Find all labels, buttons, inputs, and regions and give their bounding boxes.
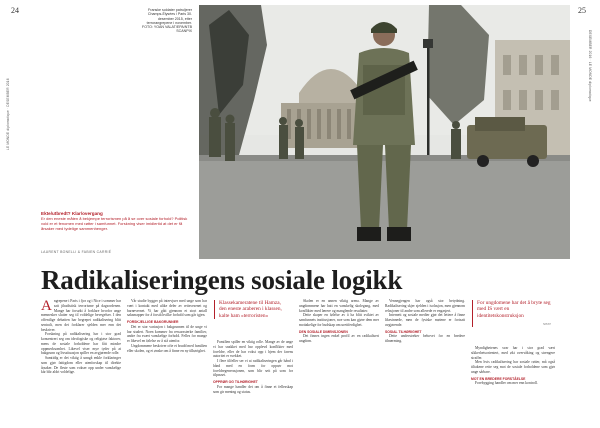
subheading: SOSIAL TILHØRIGHET (385, 329, 422, 334)
pull-quote-text: Klassekameratene til Hamza, den eneste araberen i klassen, kalte ham «terroristen» (219, 300, 282, 319)
right-running-side: DESEMBER 2016 · LE MONDE diplomatique (588, 30, 592, 102)
article-headline: Radikaliseringens sosiale logikk (41, 265, 403, 295)
column-5 (385, 299, 465, 344)
lead-text: ngrepene i Paris i fjor og i Nice i sommer har satt jihadistisk terrorisme på dagsordenen. Mange har forsøkt å forklare hvorfor unge mennesker slutter seg til voldelige bevegelser. I den offentlige debatten har begrepet radikalisering blitt sentralt, men det forklarer sjelden mer enn det beskriver. (41, 299, 121, 332)
paragraph: Skolen er en annen viktig arena. Mange av ungdommene har hatt en vanskelig skolegang, med konflikter med lærere og manglende resultater. (299, 299, 379, 313)
paragraph: Dette skaper en følelse av å ha blitt sviktet av samfunnets institusjoner, noe som kan gjøre dem mer mottakelige for budskap om urettferdighet. (299, 313, 379, 327)
paragraph: Familien spiller en viktig rolle. Mange av de unge vi har snakket med har opplevd konflikter med foreldre, eller de har vokst opp i hjem der farens autoritet er svekket. (213, 340, 293, 359)
drop-cap: A (41, 298, 52, 314)
soldier-photo (199, 5, 570, 259)
column-3 (213, 340, 293, 394)
subheading: OPPRØR OG TILHØRIGHET (213, 380, 258, 384)
paragraph: Forebygging handler om mer enn kontroll. (475, 381, 538, 386)
paragraph: Men hvis radikalisering har sosiale røtter, må også tiltakene rette seg mot de sosiale forholdene som gjør unge sårbare. (471, 360, 555, 374)
paragraph: Dette understreker behovet for en bredere tilnærming. (385, 334, 465, 343)
subheading: MOT EN BREDERE FORSTÅELSE (471, 376, 526, 381)
pull-quote-attribution: SITAT (542, 321, 551, 326)
photo-caption: Franske soldater patruljerer Champs-Élysées i Paris 30. desember 2015, etter terrorangrepene i november. FOTO: YOAN VALAT/EPA/NTB SCANPIX (142, 8, 192, 34)
lead-paragraph (41, 299, 121, 332)
column-4 (299, 299, 379, 344)
paragraph: I flere tilfeller ser vi at radikaliseringen går hånd i hånd med en form for opprør mot foreldregenerasjonen, som blir sett på som for tilpasset. (213, 359, 293, 378)
pull-body: Er den eneste måten å bekjempe terrorismen på å se over sosiale forhold? Politisk vold er et fenomen med røtter i samfunnet. Forskning viser imidlertid at det er få årsaker med tydelige sammenhenger. (41, 216, 188, 231)
right-page-number: 25 (578, 6, 586, 15)
pull-quote-2 (472, 300, 551, 327)
paragraph: Samtidig er det viktig å unngå enkle forklaringer som gjør fattigdom eller utenforskap til direkte årsaker. De fleste som vokser opp under vanskelige kår blir aldri voldelige. (41, 356, 121, 375)
paragraph: For mange handler det om å finne et fellesskap som gir mening og status. (213, 384, 293, 394)
column-1 (41, 299, 121, 375)
left-running-side: LE MONDE diplomatique · DESEMBER 2016 (6, 78, 10, 150)
left-page-number: 24 (11, 6, 19, 15)
pull-quote-text: For ungdomene har det å bryte seg med IS vært en identitetskonstruksjon (477, 300, 551, 319)
paragraph: Internett og sosiale medier gjør det lettere å finne likesinnede, men de fysiske møtene er fortsatt avgjørende. (385, 313, 465, 327)
paragraph: Vennegjengen har også stor betydning. Radikalisering skjer sjelden i isolasjon, men gjennom relasjoner til andre som allerede er engasjert. (385, 299, 465, 313)
paragraph: Det er stor variasjon i bakgrunnen til de unge vi har studert. Noen kommer fra ressurssterke familier, andre fra svært vanskelige forhold. Felles for mange er likevel en følelse av å stå utenfor. (127, 324, 207, 343)
paragraph: Myndighetenes svar har i stor grad vært sikkerhetsorientert, med økt overvåking og strengere straffer. (471, 346, 555, 360)
column-2 (127, 299, 207, 353)
paragraph: Det finnes ingen enkel profil av en radikalisert ungdom. (299, 334, 379, 343)
column-6 (471, 346, 555, 386)
paragraph: Ungdommene beskriver ofte et brudd med familien eller skolen, og et ønske om å finne en ny tilhørighet. (127, 343, 207, 353)
paragraph: Forskning på radikalisering har i stor grad konsentrert seg om ideologiske og religiøse faktorer, mens de sosiale forholdene har fått mindre oppmerksomhet. Likevel viser mye tyder på at bakgrunn og livssituasjon spiller en avgjørende rolle. (41, 332, 121, 356)
soldier-photo-illustration (199, 5, 570, 259)
paragraph: Vår studie bygger på intervjuer med unge som har vært i kontakt med ulike deler av rettsvesenet og barnevernet. Vi har gått gjennom et stort antall saksmapper for å forstå hvilke forhold som går igjen. (127, 299, 207, 318)
subheading: DEN SOSIALE DIMENSJONEN (299, 329, 348, 334)
subheading: FORSKJELLIGE BAKGRUNNER (127, 320, 179, 324)
pull-quote-1 (214, 300, 289, 319)
byline: LAURENT BONELLI & FABIEN CARRIÉ (41, 250, 112, 254)
pull-heading: Ekte/utbredt? Klar/overgang (41, 211, 103, 216)
